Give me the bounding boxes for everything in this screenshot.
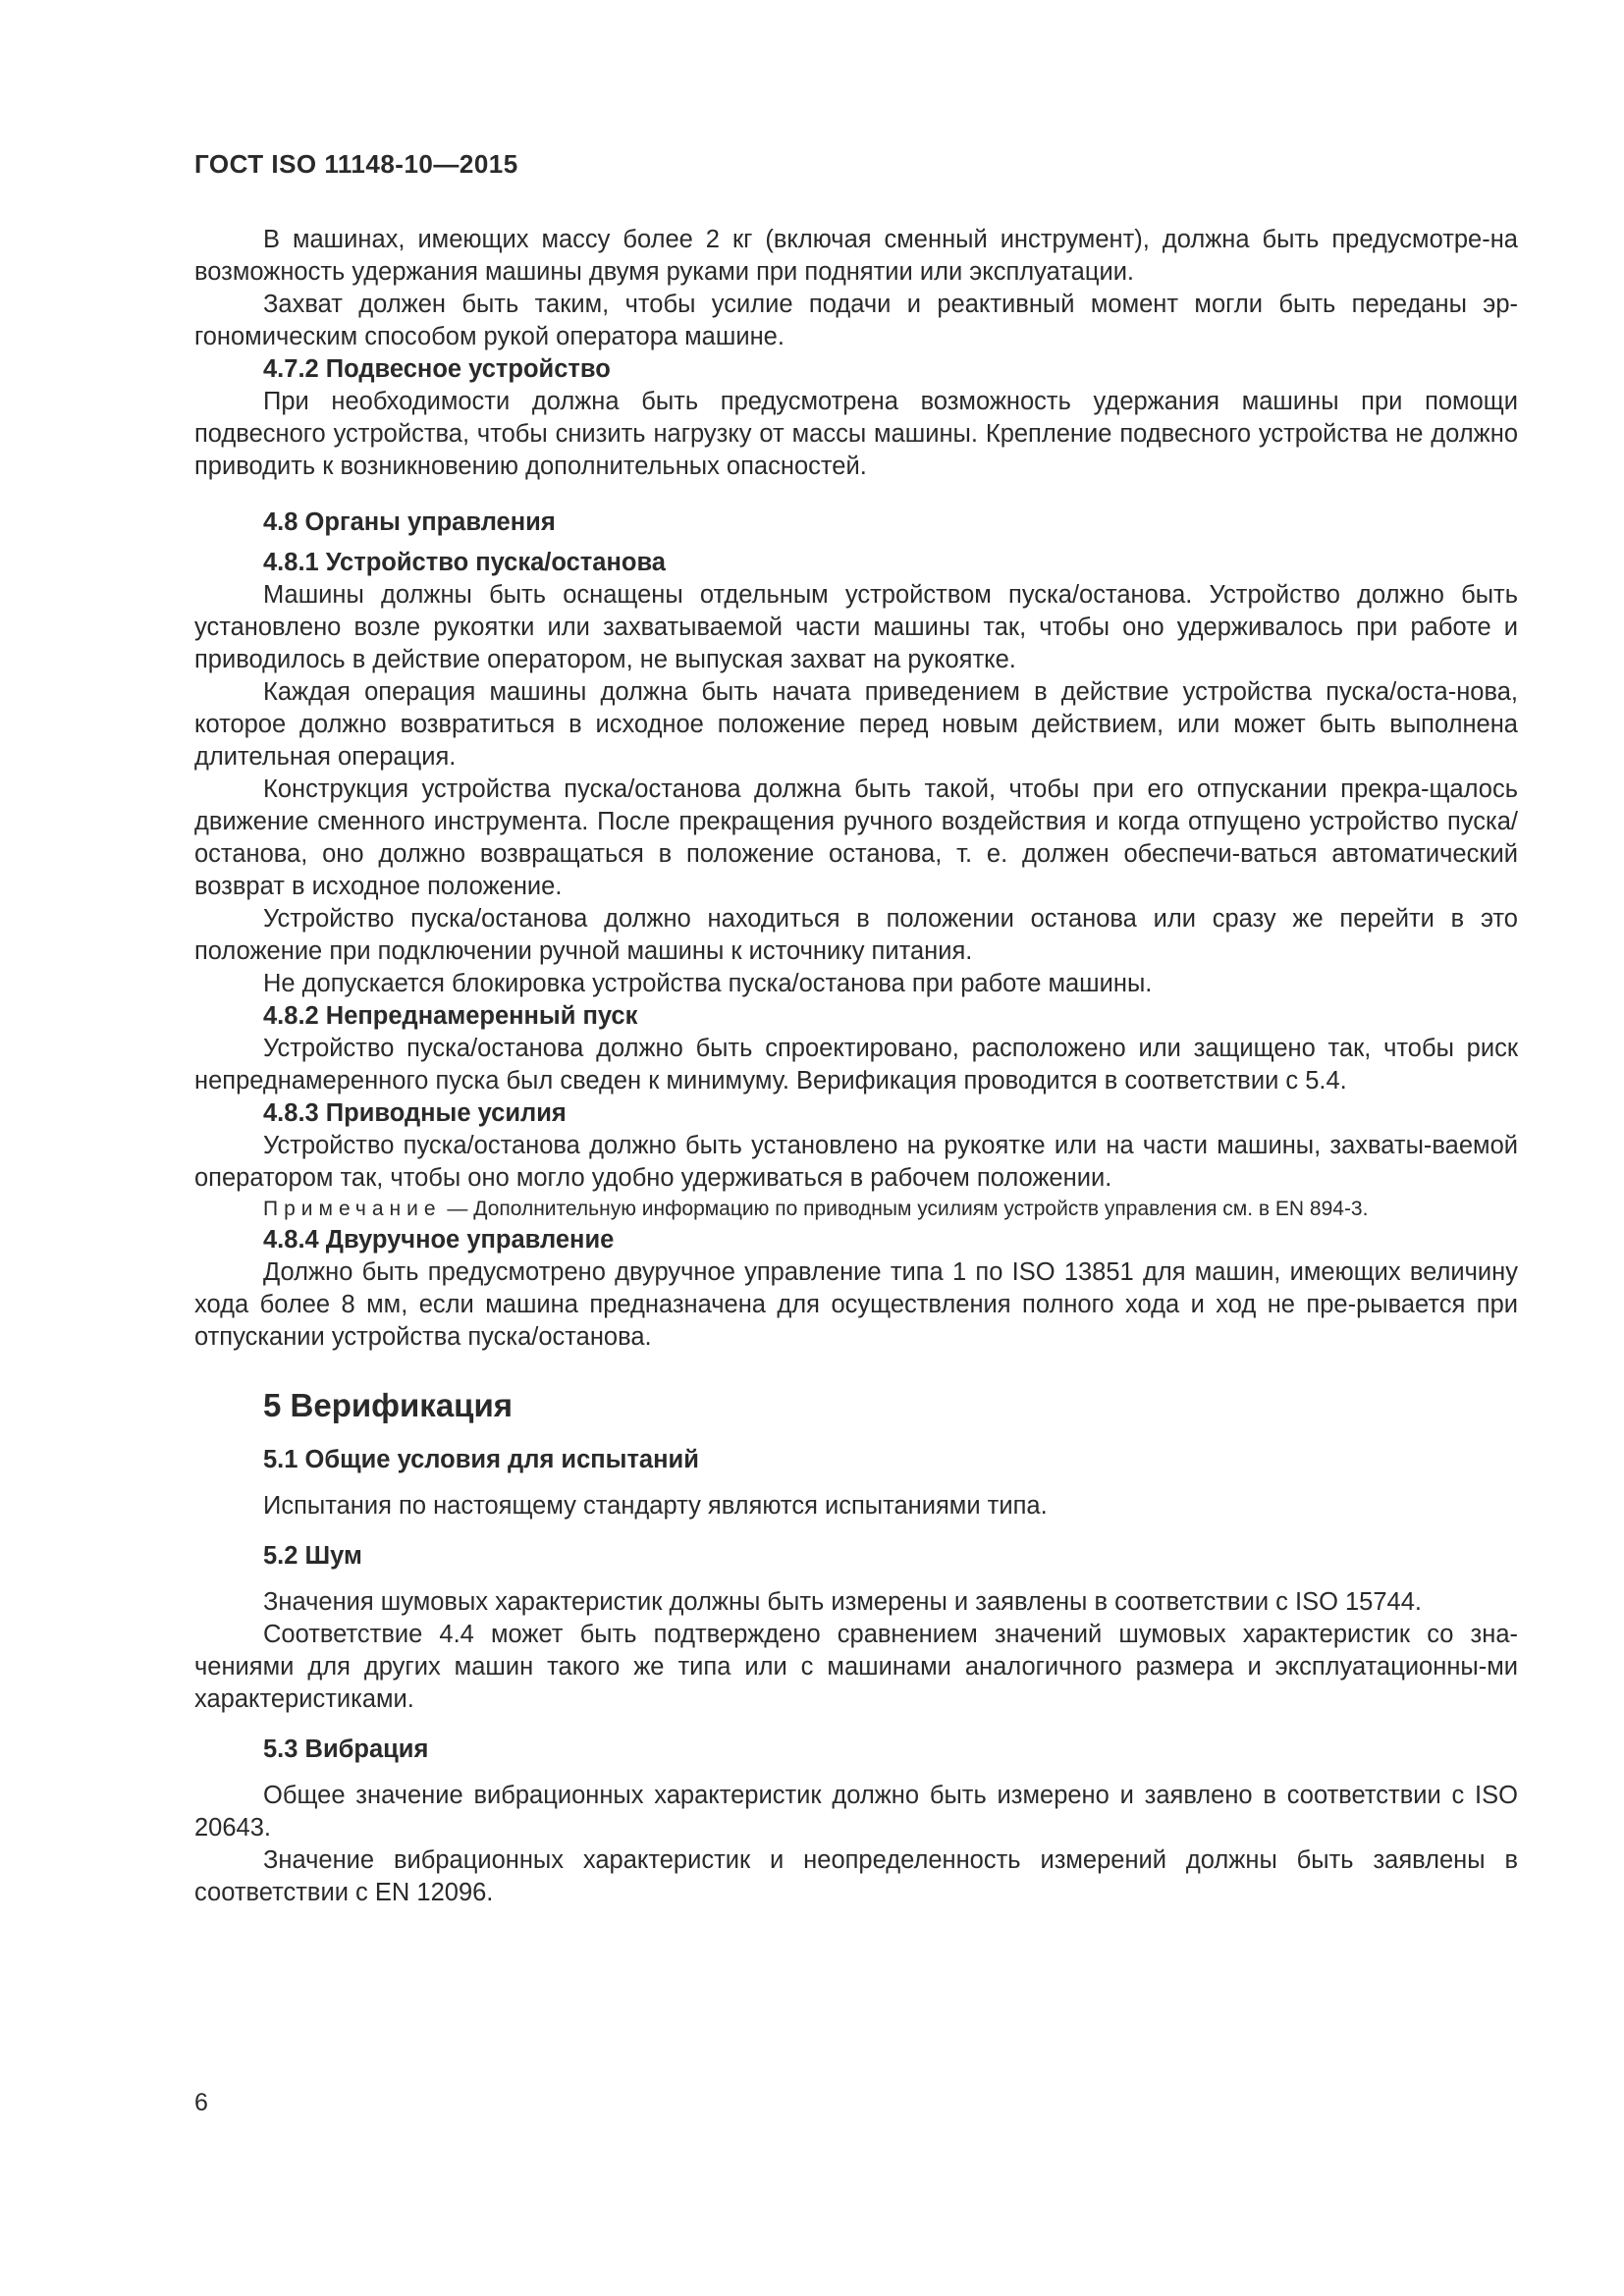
section-heading-5: 5 Верификация [263,1387,514,1423]
page-number: 6 [194,2089,208,2116]
section-heading-5-2: 5.2 Шум [263,1542,362,1570]
section-heading-5-3: 5.3 Вибрация [263,1735,429,1763]
section-heading-4-8-1: 4.8.1 Устройство пуска/останова [263,549,666,576]
paragraph: Устройство пуска/останова должно находиться в положении останова или сразу же перейти в это положение при подключении ручной машины к источнику питания. [194,905,1518,965]
section-heading-4-8-3: 4.8.3 Приводные усилия [263,1099,567,1127]
paragraph: Захват должен быть таким, чтобы усилие подачи и реактивный момент могли быть переданы эр-гономическим способом рукой оператора машине. [194,291,1518,350]
paragraph: Соответствие 4.4 может быть подтверждено сравнением значений шумовых характеристик со зна-чениями для других машин такого же типа или с машинами аналогичного размера и эксплуатационны-ми характеристиками. [194,1621,1518,1713]
paragraph: Значения шумовых характеристик должны быть измерены и заявлены в соответствии с ISO 15744. [263,1588,1422,1616]
paragraph: Машины должны быть оснащены отдельным устройством пуска/останова. Устройство должно быть установлено возле рукоятки или захватываемой части машины так, чтобы оно удерживалось при работе и приводилось в действие оператором, не выпуская захват на рукоятке. [194,581,1518,673]
section-heading-4-8: 4.8 Органы управления [263,508,556,536]
paragraph: Не допускается блокировка устройства пуска/останова при работе машины. [263,970,1153,997]
paragraph: Устройство пуска/останова должно быть установлено на рукоятке или на части машины, захваты-ваемой оператором так, чтобы оно могло удобно удерживаться в рабочем положении. [194,1132,1518,1192]
paragraph: Устройство пуска/останова должно быть спроектировано, расположено или защищено так, чтобы риск непреднамеренного пуска был сведен к минимуму. Верификация проводится в соответствии с 5.4. [194,1035,1518,1095]
paragraph: Должно быть предусмотрено двуручное управление типа 1 по ISO 13851 для машин, имеющих величину хода более 8 мм, если машина предназначена для осуществления полного хода и ход не пре-рывается при отпускании устройства пуска/останова. [194,1258,1518,1351]
paragraph: При необходимости должна быть предусмотрена возможность удержания машины при помощи подвесного устройства, чтобы снизить нагрузку от массы машины. Крепление подвесного устройства не должно приводить к возникновению дополнительных опасностей. [194,388,1518,480]
paragraph: Конструкция устройства пуска/останова должна быть такой, чтобы при его отпускании прекра-щалось движение сменного инструмента. После прекращения ручного воздействия и когда отпущено устройство пуска/останова, оно должно возвращаться в положение останова, т. е. должен обеспечи-ваться автоматический возврат в исходное положение. [194,775,1518,900]
paragraph: В машинах, имеющих массу более 2 кг (включая сменный инструмент), должна быть предусмотре-на возможность удержания машины двумя руками при поднятии или эксплуатации. [194,226,1518,286]
paragraph: Общее значение вибрационных характеристик должно быть измерено и заявлено в соответствии с ISO 20643. [194,1782,1518,1842]
note [194,1195,1518,1224]
note-text: — Дополнительную информацию по приводным усилиям устройств управления см. в EN 894-3. [441,1198,1369,1220]
document-header: ГОСТ ISO 11148-10—2015 [194,149,518,179]
paragraph: Каждая операция машины должна быть начата приведением в действие устройства пуска/оста-нова, которое должно возвратиться в исходное положение перед новым действием, или может быть выполнена длительная операция. [194,678,1518,771]
document-body [194,224,1518,1909]
paragraph: Значение вибрационных характеристик и неопределенность измерений должны быть заявлены в соответствии с EN 12096. [194,1846,1518,1906]
section-heading-4-8-2: 4.8.2 Непреднамеренный пуск [263,1002,638,1030]
note-label: Примечание [263,1198,442,1220]
paragraph: Испытания по настоящему стандарту являются испытаниями типа. [263,1492,1048,1520]
section-heading-4-7-2: 4.7.2 Подвесное устройство [263,355,611,383]
section-heading-5-1: 5.1 Общие условия для испытаний [263,1446,699,1473]
section-heading-4-8-4: 4.8.4 Двуручное управление [263,1226,615,1254]
